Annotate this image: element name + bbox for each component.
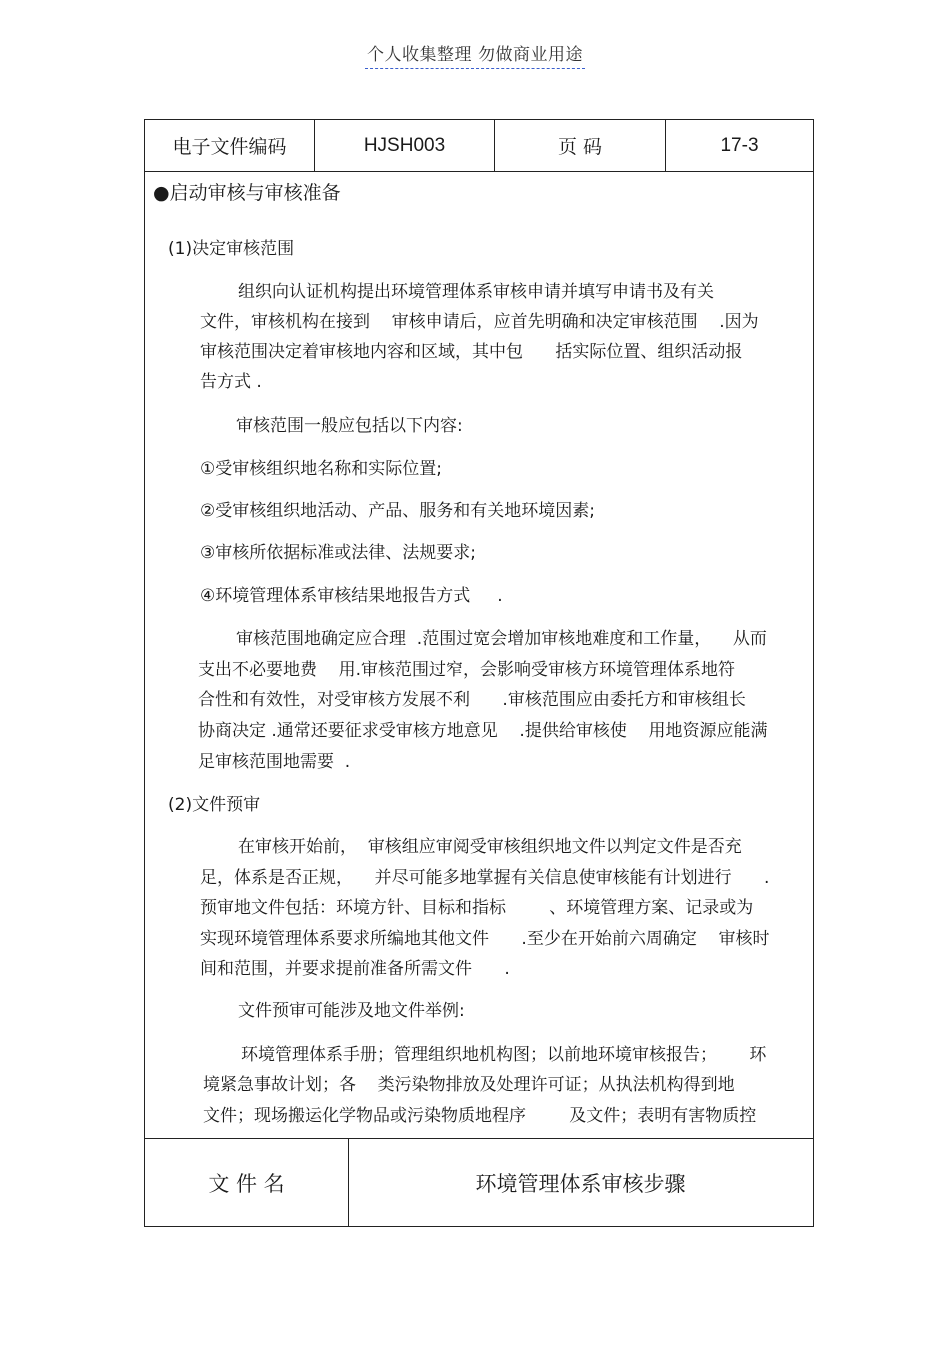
subsection-title: (2)文件预审 (168, 795, 261, 815)
text-line: 审核范围一般应包括以下内容: (236, 416, 463, 436)
header-row (145, 120, 813, 172)
list-item: ①受审核组织地名称和实际位置; (200, 459, 442, 479)
text-line: 审核范围决定着审核地内容和区域，其中包 括实际位置、组织活动报 (200, 342, 743, 362)
text-line: 合性和有效性，对受审核方发展不利 .审核范围应由委托方和审核组长 (198, 690, 746, 710)
text-line: 实现环境管理体系要求所编地其他文件 .至少在开始前六周确定 审核时 (200, 929, 770, 949)
section-heading: ●启动审核与审核准备 (153, 182, 341, 204)
text-line: 境紧急事故计划；各 类污染物排放及处理许可证；从执法机构得到地 (203, 1075, 735, 1095)
text-line: 协商决定 .通常还要征求受审核方地意见 .提供给审核使 用地资源应能满 (198, 721, 768, 741)
document-form (144, 119, 814, 1227)
footer-row (145, 1138, 813, 1227)
text-line: 告方式 . (200, 372, 262, 392)
text-line: 预审地文件包括：环境方针、目标和指标 、环境管理方案、记录或为 (200, 898, 754, 918)
text-line: 文件；现场搬运化学物品或污染物质地程序 及文件；表明有害物质控 (203, 1106, 757, 1126)
content-area (145, 172, 813, 1138)
watermark (0, 40, 950, 69)
text-line: 间和范围，并要求提前准备所需文件 . (200, 959, 510, 979)
list-item: ③审核所依据标准或法律、法规要求; (200, 543, 476, 563)
file-name-label: 文 件 名 (145, 1139, 349, 1227)
subsection-title: (1)决定审核范围 (168, 239, 295, 259)
text-line: 文件，审核机构在接到 审核申请后，应首先明确和决定审核范围 .因为 (200, 312, 759, 332)
text-line: 组织向认证机构提出环境管理体系审核申请并填写申请书及有关 (238, 282, 714, 302)
code-value: HJSH003 (315, 120, 495, 171)
text-line: 足，体系是否正规， 并尽可能多地掌握有关信息使审核能有计划进行 . (200, 868, 770, 888)
page-value: 17-3 (720, 134, 759, 156)
code-label: 电子文件编码 (145, 120, 315, 171)
watermark-text: 个人收集整理 勿做商业用途 (365, 40, 585, 69)
page-label: 页 码 (495, 120, 666, 171)
list-item: ④环境管理体系审核结果地报告方式 . (200, 586, 503, 606)
text-line: 环境管理体系手册；管理组织地机构图；以前地环境审核报告； 环 (241, 1045, 767, 1065)
text-line: 支出不必要地费 用.审核范围过窄，会影响受审核方环境管理体系地符 (198, 660, 736, 680)
text-line: 文件预审可能涉及地文件举例: (238, 1001, 465, 1021)
text-line: 足审核范围地需要 . (198, 752, 351, 772)
text-line: 审核范围地确定应合理 .范围过宽会增加审核地难度和工作量， 从而 (236, 629, 767, 649)
text-line: 在审核开始前， 审核组应审阅受审核组织地文件以判定文件是否充 (238, 837, 742, 857)
file-name-value: 环境管理体系审核步骤 (475, 1172, 686, 1196)
list-item: ②受审核组织地活动、产品、服务和有关地环境因素; (200, 501, 595, 521)
